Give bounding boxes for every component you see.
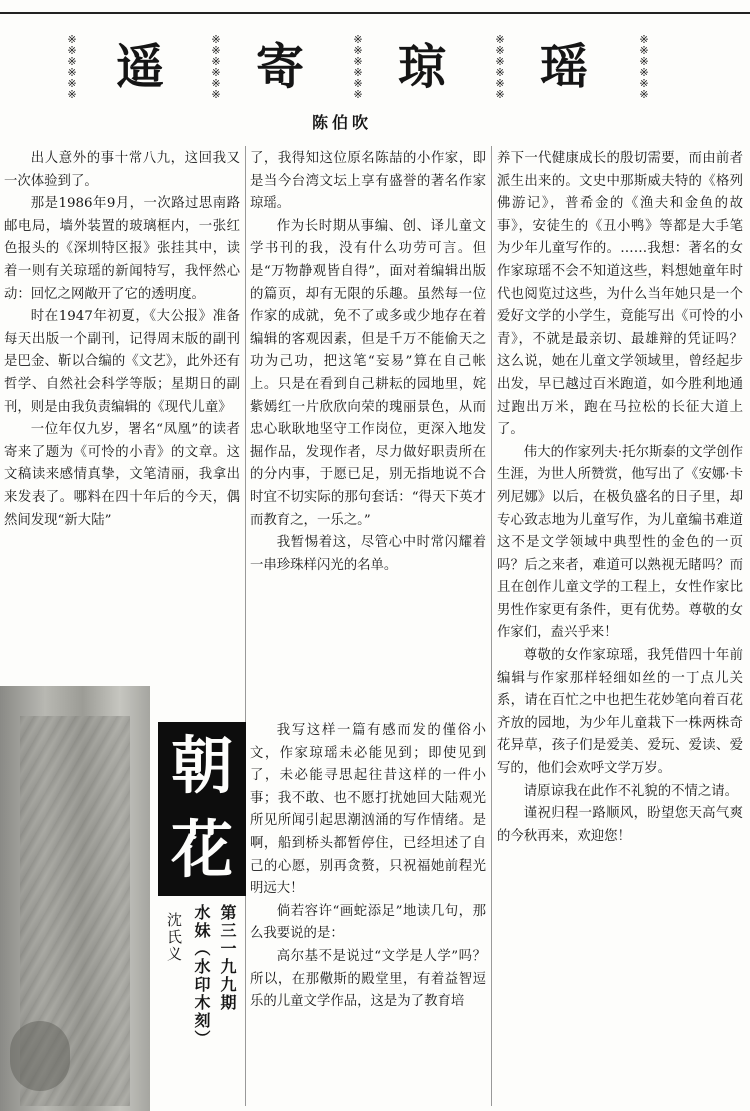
column-divider-1 <box>245 146 246 1106</box>
title-char-2: 寄 <box>256 39 305 95</box>
paragraph: 作为长时期从事编、创、译儿童文学书刊的我，没有什么功劳可言。但是“万物静观皆自得”，面对着编辑出版的篇页，却有无限的乐趣。虽然每一位作家的成就，免不了或多或少地存在着编辑的客观因素，但是千万不能偷天之功为己功，把这笔“妄易”算在自己帐上。只是在看到自己耕耘的园地里，姹紫嫣红一片欣欣向荣的瑰丽景色，从而忠心耿耿地坚守工作岗位，更深入地发掘作品，发现作者，尽力做好职责所在的分内事，于愿已足，别无指地说不合时宜不切实际的那句套话：“得天下英才而教育之，一乐之。” <box>250 218 486 528</box>
column-logo <box>158 722 246 896</box>
column-divider-2 <box>491 146 492 1106</box>
paragraph: 伟大的作家列夫·托尔斯泰的文学创作生涯，为世人所赞赏，他写出了《安娜·卡列尼娜》以后，在极负盛名的日子里，却专心致志地为儿童写作，为儿童编书难道这不是文学领域中典型性的金色的一页吗？后之来者，难道可以熟视无睹吗？而且在创作儿童文学的工程上，女性作家比男性作家更有条件，更有优势。尊敬的女作家们，盍兴乎来！ <box>497 444 743 641</box>
author-byline: 陈伯吹 <box>312 113 373 132</box>
paragraph: 一位年仅九岁，署名“凤凰”的读者寄来了题为《可怜的小青》的文章。这文稿读来感情真挚，文笔清丽，我拿出来发表了。哪料在四十年后的今天，偶然间发现“新大陆” <box>4 422 240 528</box>
woodcut-image <box>0 686 150 1111</box>
title-char-1: 遥 <box>116 39 165 95</box>
paragraph: 养下一代健康成长的殷切需要，而由前者派生出来的。文史中那斯威夫特的《格列佛游记》，普希金的《渔夫和金鱼的故事》，安徒生的《丑小鸭》等都是大手笔为少年儿童写作的。……我想：著名的女作家琼瑶不会不知道这些，料想她童年时代也阅览过这些，为什么当年她只是一个爱好文学的小学生，竟能写出《可怜的小青》，不就是最亲切、最雄辩的凭证吗？这么说，她在儿童文学领域里，曾经起步出发，早已越过百米跑道，如今胜利地通过跑出万米，跑在马拉松的长征大道上了。 <box>497 151 743 438</box>
paragraph: 我暂惕着这，尽管心中时常闪耀着一串珍珠样闪光的名单。 <box>250 535 486 573</box>
woodcut-figure <box>10 1021 70 1091</box>
text-column-1 <box>4 148 240 532</box>
paragraph: 高尔基不是说过“文学是人学”吗？所以，在那儆斯的殿堂里，有着益智逗乐的儿童文学作品，这是为了教育培 <box>250 948 486 1010</box>
text-column-2 <box>250 148 486 708</box>
paragraph: 请原谅我在此作不礼貌的不情之请。 <box>523 783 739 799</box>
paragraph: 倘若容许“画蛇添足”地读几句，那么我要说的是： <box>250 903 486 942</box>
title-char-3: 琼 <box>398 39 447 95</box>
artist-name: 沈氏义 <box>165 912 183 963</box>
logo-char-2: 花 <box>170 813 233 886</box>
ornament-right-outer: ※ ※ ※ ※ ※ ※ <box>639 33 649 101</box>
paragraph: 时在1947年初夏，《大公报》准备每天出版一个副刊，记得周末版的副刊是巴金、靳以合编的《文艺》，此外还有哲学、自然社会科学等版；星期日的副刊，则是由我负责编辑的《现代儿童》 <box>4 309 240 415</box>
ornament-2: ※ ※ ※ ※ ※ ※ <box>353 33 363 101</box>
paragraph: 谨祝归程一路顺风，盼望您天高气爽的今秋再来，欢迎您！ <box>497 806 743 844</box>
artwork-title: 水妹（水印木刻） <box>192 904 211 1048</box>
paragraph: 了，我得知这位原名陈喆的小作家，即是当今台湾文坛上享有盛誉的著名作家琼瑶。 <box>250 151 486 212</box>
text-column-2-lower <box>250 720 486 1108</box>
paragraph: 那是1986年9月，一次路过思南路邮电局，墙外装置的玻璃框内，一张红色报头的《深圳特区报》张挂其中，读着一则有关琼瑶的新闻特写，我怦然心动：回忆之网敞开了它的透明度。 <box>4 196 240 302</box>
ornament-1: ※ ※ ※ ※ ※ ※ <box>211 33 221 101</box>
logo-char-1: 朝 <box>170 729 233 802</box>
paragraph: 出人意外的事十常八九，这回我又一次体验到了。 <box>4 151 240 189</box>
article-title <box>30 28 730 108</box>
paragraph: 尊敬的女作家琼瑶，我凭借四十年前编辑与作家那样轻细如丝的一丁点儿关系，请在百忙之中也把生花妙笔向着百花齐放的园地，为少年儿童栽下一株两株奇花异草，孩子们是爱美、爱玩、爱读、爱写的，他们会欢呼文学万岁。 <box>497 648 743 777</box>
title-char-4: 瑶 <box>540 39 589 95</box>
paragraph: 我写这样一篇有感而发的僅俗小文，作家琼瑶未必能见到；即使见到了，未必能寻思起往昔这样的一件小事；我不敢、也不愿打扰她回大陆观光所见所闻引起思潮汹涌的写作情绪。是啊，船到桥头都暂停住，已经坦述了自己的心愿，别再贪赘，只祝福她前程光明远大！ <box>250 723 486 897</box>
top-rule <box>0 12 750 14</box>
text-column-3 <box>497 148 743 1108</box>
ornament-3: ※ ※ ※ ※ ※ ※ <box>495 33 505 101</box>
issue-number: 第三一九九期 <box>218 904 237 1012</box>
ornament-left-outer: ※ ※ ※ ※ ※ ※ <box>67 33 77 101</box>
